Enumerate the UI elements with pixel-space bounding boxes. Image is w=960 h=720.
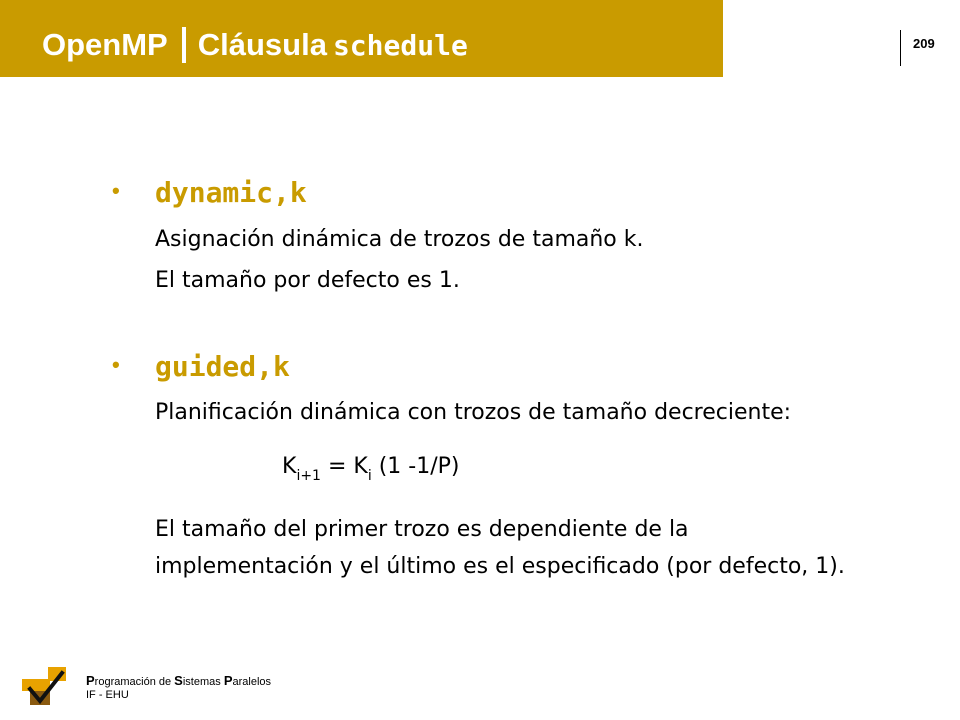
formula-rhs: K: [353, 454, 368, 479]
footer-initial-s: S: [174, 673, 183, 688]
header-topic: Cláusula: [197, 27, 327, 62]
checkmark-logo-icon: [22, 665, 68, 707]
footer-initial-p: P: [86, 673, 95, 688]
dynamic-description-line: Asignación dinámica de trozos de tamaño k.: [155, 227, 644, 252]
formula-equals: =: [320, 454, 354, 479]
chunk-size-formula: [282, 454, 459, 484]
guided-paragraph: El tamaño del primer trozo es dependiente de la implementación y el último es el especificado (por defecto, 1).: [155, 517, 845, 579]
bullet-icon: •: [112, 178, 120, 203]
footer-course-name: [86, 673, 271, 688]
footer-word-de: de: [158, 676, 175, 688]
footer-word-sistemas: istemas: [182, 676, 224, 688]
keyword-dynamic: dynamic,k: [155, 176, 307, 209]
dynamic-default-line: El tamaño por defecto es 1.: [155, 268, 460, 293]
header-code: schedule: [332, 28, 468, 62]
bullet-icon: •: [112, 352, 120, 377]
formula-lhs-subscript: i+1: [296, 468, 321, 484]
footer-word-paralelos: aralelos: [232, 676, 272, 688]
footer-organization: IF - EHU: [86, 689, 129, 701]
guided-description-line: Planificación dinámica con trozos de tamaño decreciente:: [155, 400, 792, 425]
formula-lhs: K: [282, 454, 297, 479]
slide-title: [42, 27, 468, 63]
page-number: 209: [913, 36, 935, 51]
footer-word-programacion: rogramación: [94, 676, 159, 688]
page-number-divider: [900, 30, 901, 66]
formula-rhs-subscript: i: [367, 468, 372, 484]
keyword-guided: guided,k: [155, 350, 290, 383]
header-app-name: OpenMP: [42, 27, 168, 62]
header-divider: [182, 27, 186, 63]
footer-initial-p2: P: [223, 673, 233, 688]
formula-tail: (1 -1/P): [371, 454, 460, 479]
